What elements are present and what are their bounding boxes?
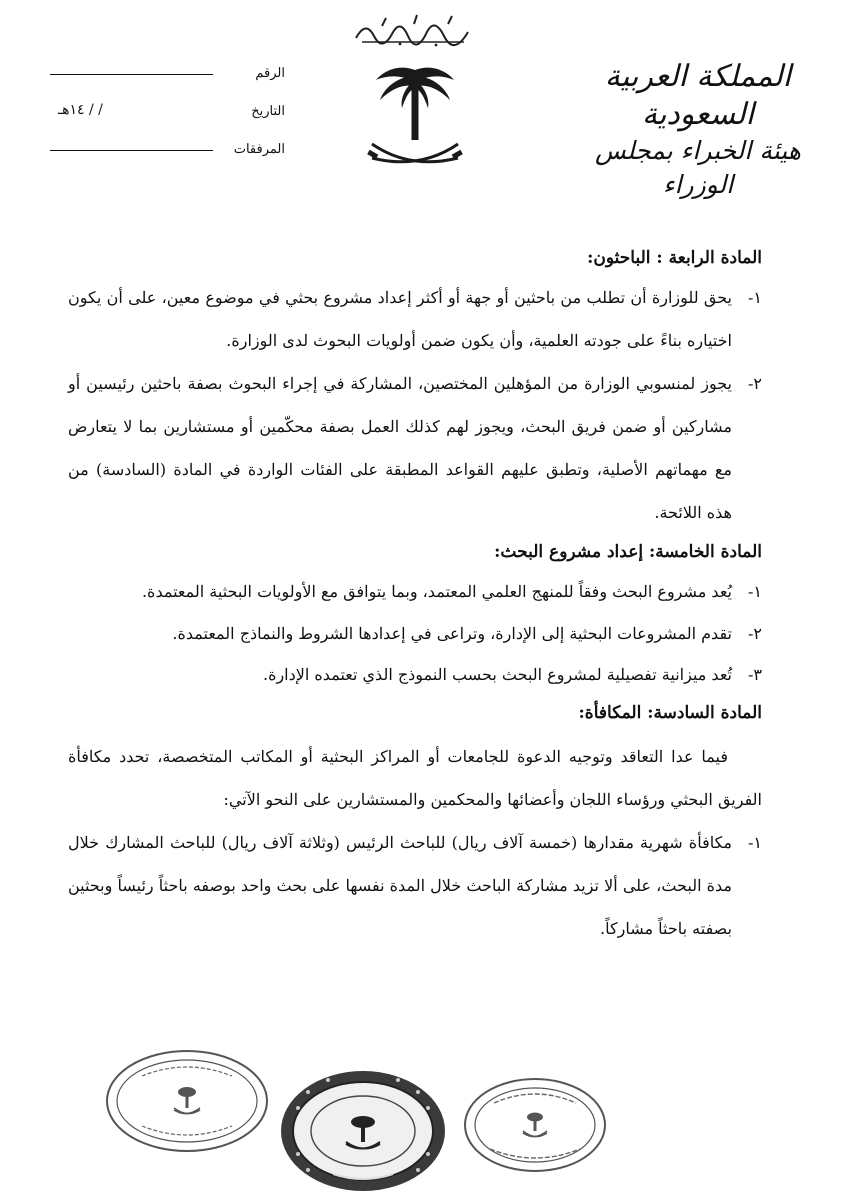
item-number: ٢-	[748, 624, 762, 643]
article-6-intro: فيما عدا التعاقد وتوجيه الدعوة للجامعات أو المراكز البحثية أو المكاتب المتخصصة، تحدد مكافأة الفريق البحثي ورؤساء اللجان وأعضائها والمحكمين والمستشارين على النحو الآتي:	[68, 747, 762, 809]
attachments-row	[40, 138, 285, 176]
item-text: تُعد ميزانية تفصيلية لمشروع البحث بحسب النموذج الذي تعتمده الإدارة.	[262, 665, 732, 684]
item-number: ٣-	[748, 665, 762, 684]
ref-number-line	[50, 74, 213, 75]
org-line-2: هيئة الخبراء بمجلس الوزراء	[594, 136, 801, 199]
organization-name	[568, 58, 828, 202]
org-line-1: المملكة العربية السعودية	[604, 59, 792, 132]
article-6-heading: المادة السادسة: المكافأة:	[578, 703, 762, 723]
item-number: ١-	[748, 833, 762, 852]
item-text: تقدم المشروعات البحثية إلى الإدارة، وتراعى في إعدادها الشروط والنماذج المعتمدة.	[172, 624, 732, 643]
reference-fields	[40, 62, 285, 176]
official-seal-gold	[278, 1068, 448, 1194]
palm-swords-emblem-icon	[360, 58, 470, 178]
item-text: مكافأة شهرية مقدارها (خمسة آلاف ريال) للباحث الرئيس (وثلاثة آلاف ريال) للباحث المشارك خلال مدة البحث، على ألا تزيد مشاركة الباحث خلال المدة نفسها على بحث واحد بوصفه باحثاً رئيساً وبحثين بصفته باحثاً مشاركاً.	[68, 833, 732, 938]
attachments-label: المرفقات	[233, 142, 285, 157]
basmala-calligraphy	[352, 12, 472, 48]
article-5-item-2	[68, 613, 762, 654]
official-stamp-cabinet-secretariat	[460, 1075, 610, 1175]
article-5-item-3	[68, 654, 762, 695]
article-6-item-1	[68, 821, 762, 950]
date-value: / / ١٤هـ	[58, 102, 103, 118]
document-body	[68, 240, 762, 950]
item-number: ٢-	[748, 374, 762, 393]
date-row	[40, 100, 285, 138]
article-4-heading: المادة الرابعة : الباحثون:	[587, 248, 762, 268]
attachments-line	[50, 150, 213, 151]
article-4-item-1	[68, 276, 762, 362]
item-number: ١-	[748, 582, 762, 601]
item-text: يجوز لمنسوبي الوزارة من المؤهلين المختصين، المشاركة في إجراء البحوث بصفة باحثين رئيسين أو مشاركين أو ضمن فريق البحث، ويجوز لهم كذلك العمل بصفة محكّمين أو مستشارين بما لا يتعارض مع مهماتهم الأصلية، وتطبق عليهم القواعد المطبقة على الفئات الواردة في المادة (السادسة) من هذه اللائحة.	[68, 374, 732, 522]
article-5-item-1	[68, 570, 762, 613]
item-text: يحق للوزارة أن تطلب من باحثين أو جهة أو أكثر إعداد مشروع بحثي في موضوع معين، على أن يكون اختياره بناءً على جودته العلمية، وأن يكون ضمن أولويات البحوث لدى الوزارة.	[68, 288, 732, 350]
item-number: ١-	[748, 288, 762, 307]
ref-number-row	[40, 62, 285, 100]
official-stamp-experts-commission	[102, 1046, 272, 1156]
date-label: التاريخ	[251, 104, 285, 119]
ref-number-label: الرقم	[255, 66, 285, 81]
article-5-heading: المادة الخامسة: إعداد مشروع البحث:	[494, 542, 762, 562]
item-text: يُعد مشروع البحث وفقاً للمنهج العلمي المعتمد، وبما يتوافق مع الأولويات البحثية المعتمدة.	[141, 582, 732, 601]
article-4-item-2	[68, 362, 762, 534]
